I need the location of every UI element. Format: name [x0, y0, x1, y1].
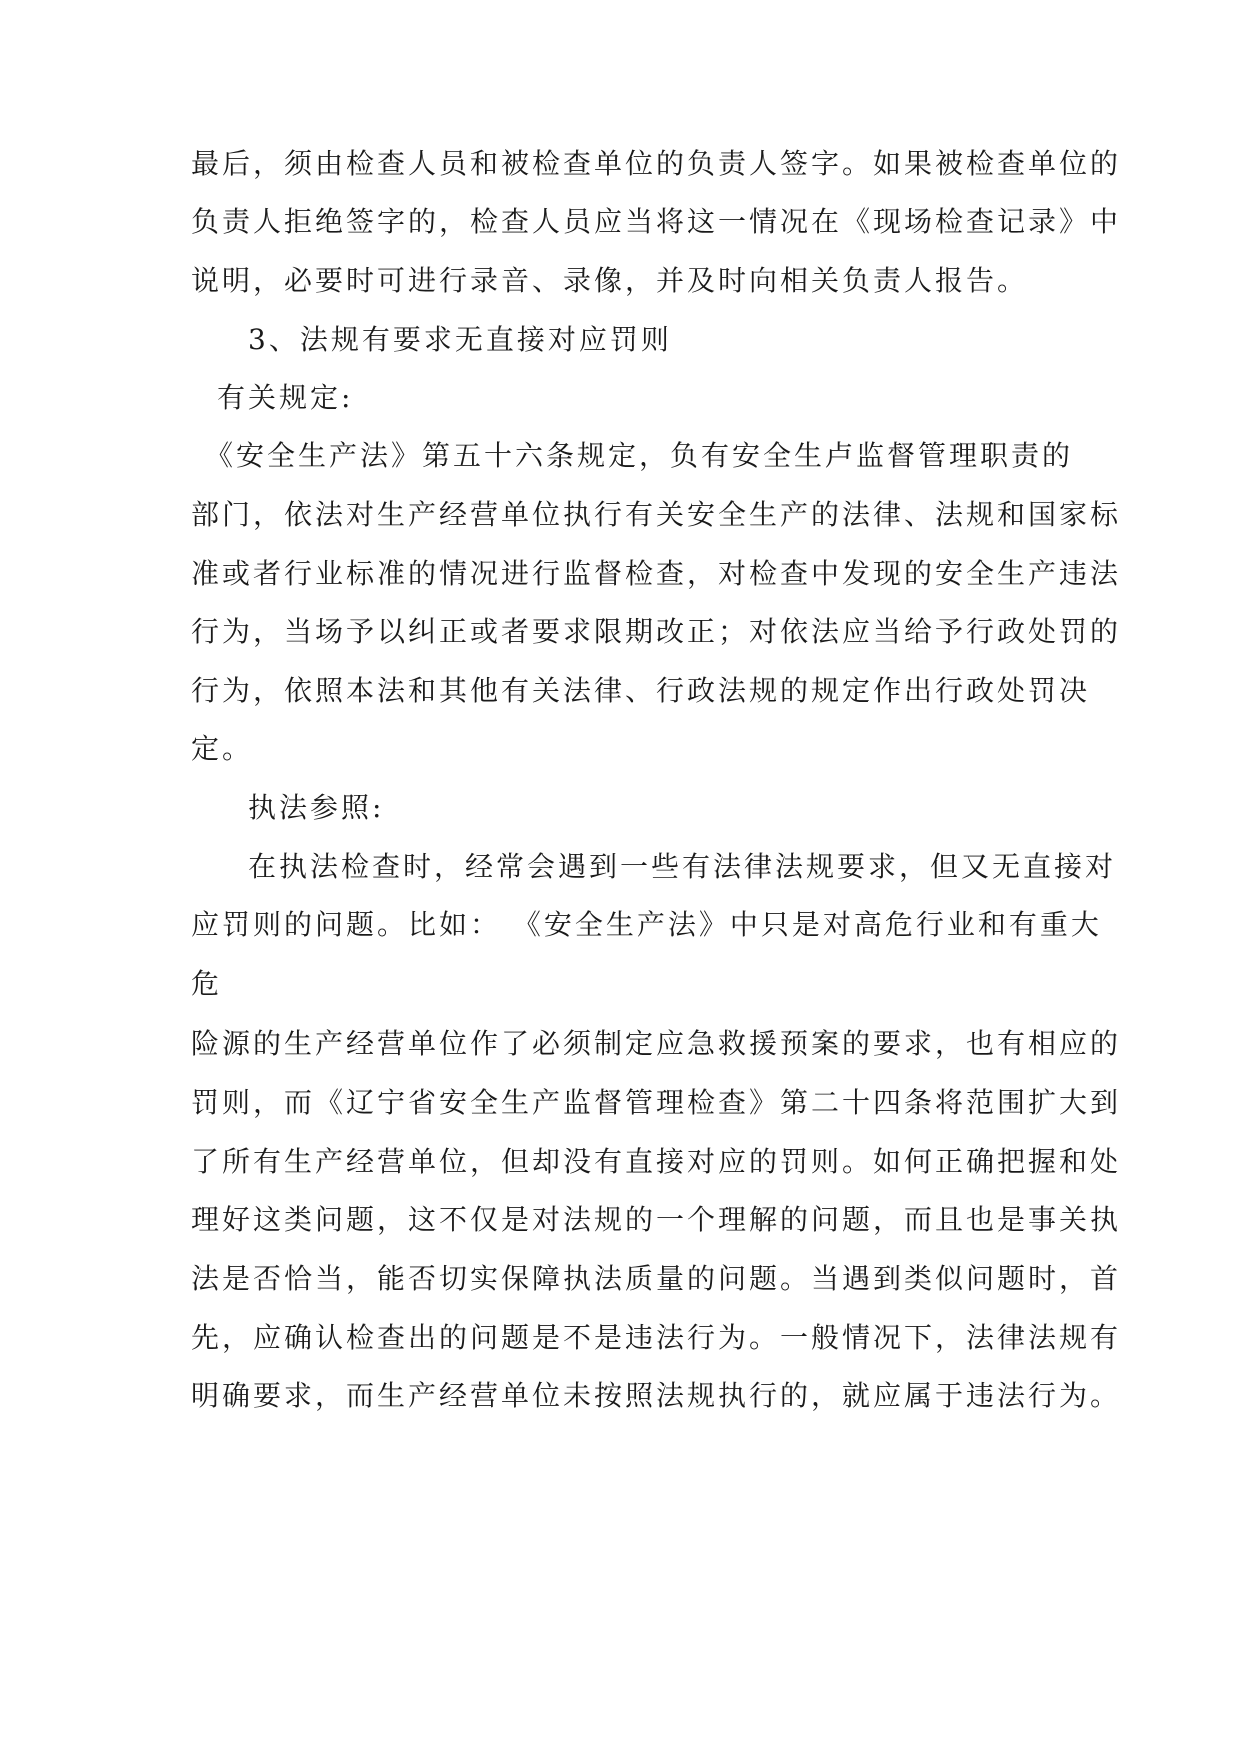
section-heading: 3、法规有要求无直接对应罚则: [248, 323, 672, 356]
text-line: 《安全生产法》第五十六条规定，负有安全生卢监督管理职责的: [205, 439, 1074, 472]
text-line: 了所有生产经营单位，但却没有直接对应的罚则。如何正确把握和处: [191, 1145, 1122, 1178]
subheading: 执法参照:: [248, 791, 385, 824]
text-line: 明确要求，而生产经营单位未按照法规执行的，就应属于违法行为。: [191, 1379, 1122, 1412]
text-line: 应罚则的问题。比如： 《安全生产法》中只是对高危行业和有重大: [191, 908, 1102, 941]
text-line: 理好这类问题，这不仅是对法规的一个理解的问题，而且也是事关执: [191, 1203, 1122, 1236]
text-line: 最后，须由检查人员和被检查单位的负责人签字。如果被检查单位的: [191, 147, 1122, 180]
text-line: 行为，依照本法和其他有关法律、行政法规的规定作出行政处罚决: [191, 674, 1091, 707]
text-line: 准或者行业标准的情况进行监督检查，对检查中发现的安全生产违法: [191, 557, 1122, 590]
text-line: 部门，依法对生产经营单位执行有关安全生产的法律、法规和国家标: [191, 498, 1122, 531]
text-line: 法是否恰当，能否切实保障执法质量的问题。当遇到类似问题时，首: [191, 1262, 1122, 1295]
text-line: 在执法检查时，经常会遇到一些有法律法规要求，但又无直接对: [248, 850, 1117, 883]
subheading: 有关规定:: [217, 381, 354, 414]
text-line: 说明，必要时可进行录音、录像，并及时向相关负责人报告。: [191, 264, 1029, 297]
text-line: 危: [191, 967, 223, 1000]
text-line: 罚则，而《辽宁省安全生产监督管理检查》第二十四条将范围扩大到: [191, 1086, 1122, 1119]
text-line: 险源的生产经营单位作了必须制定应急救援预案的要求，也有相应的: [191, 1027, 1122, 1060]
text-line: 先，应确认检查出的问题是不是违法行为。一般情况下，法律法规有: [191, 1321, 1122, 1354]
text-line: 行为，当场予以纠正或者要求限期改正；对依法应当给予行政处罚的: [191, 615, 1122, 648]
text-line: 定。: [191, 732, 254, 765]
text-line: 负责人拒绝签字的，检查人员应当将这一情况在《现场检查记录》中: [191, 205, 1122, 238]
